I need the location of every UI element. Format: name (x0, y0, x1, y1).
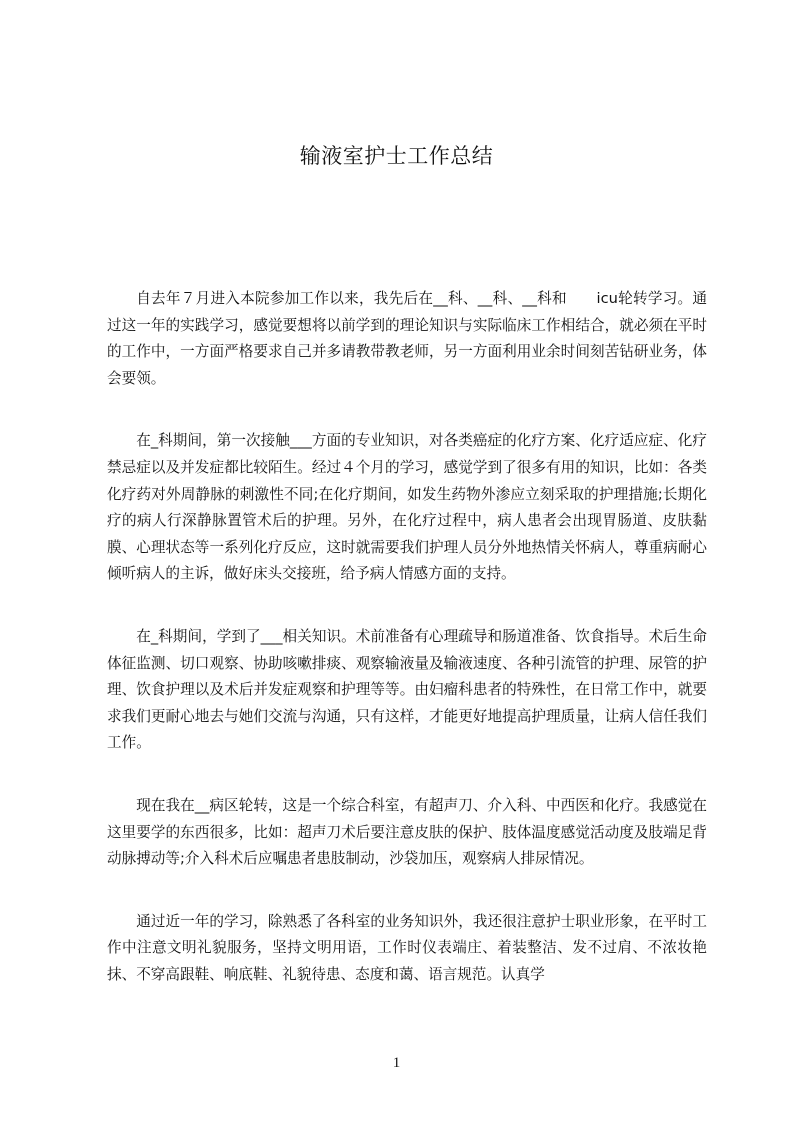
page-number: 1 (392, 1055, 401, 1071)
paragraph-5: 通过近一年的学习，除熟悉了各科室的业务知识外，我还很注意护士职业形象，在平时工作中注意文明礼貌服务，坚持文明用语，工作时仪表端庄、着装整洁、发不过肩、不浓妆艳抹、不穿高跟鞋、响底鞋、礼貌待患、态度和蔼、语言规范。认真学 (107, 912, 707, 983)
paragraph-1: 自去年７月进入本院参加工作以来，我先后在__科、__科、__科和 icu轮转学习。通过这一年的实践学习，感觉要想将以前学到的理论知识与实际临床工作相结合，就必须在平时的工作中，一方面严格要求自己并多请教带教老师，另一方面利用业余时间刻苦钻研业务，体会要领。 (107, 290, 707, 387)
paragraph-4: 现在我在__病区轮转，这是一个综合科室，有超声刀、介入科、中西医和化疗。我感觉在这里要学的东西很多，比如：超声刀术后要注意皮肤的保护、肢体温度感觉活动度及肢端足背动脉搏动等;介入科术后应嘱患者患肢制动，沙袋加压，观察病人排尿情况。 (107, 796, 707, 868)
paragraph-2: 在_科期间，第一次接触___方面的专业知识，对各类癌症的化疗方案、化疗适应症、化疗禁忌症以及并发症都比较陌生。经过４个月的学习，感觉学到了很多有用的知识，比如：各类化疗药对外周静脉的刺激性不同;在化疗期间，如发生药物外渗应立刻采取的护理措施;长期化疗的病人行深静脉置管术后的护理。另外，在化疗过程中，病人患者会出现胃肠道、皮肤黏膜、心理状态等一系列化疗反应，这时就需要我们护理人员分外地热情关怀病人，尊重病耐心倾听病人的主诉，做好床头交接班，给予病人情感方面的支持。 (107, 432, 707, 583)
paragraph-3: 在_科期间，学到了___相关知识。术前准备有心理疏导和肠道准备、饮食指导。术后生命体征监测、切口观察、协助咳嗽排痰、观察输液量及输液速度、各种引流管的护理、尿管的护理、饮食护理以及术后并发症观察和护理等等。由妇瘤科患者的特殊性，在日常工作中，就要求我们更耐心地去与她们交流与沟通，只有这样，才能更好地提高护理质量，让病人信任我们工作。 (107, 627, 707, 752)
document-body (107, 286, 707, 1024)
document-title: 输液室护士工作总结 (299, 144, 494, 168)
